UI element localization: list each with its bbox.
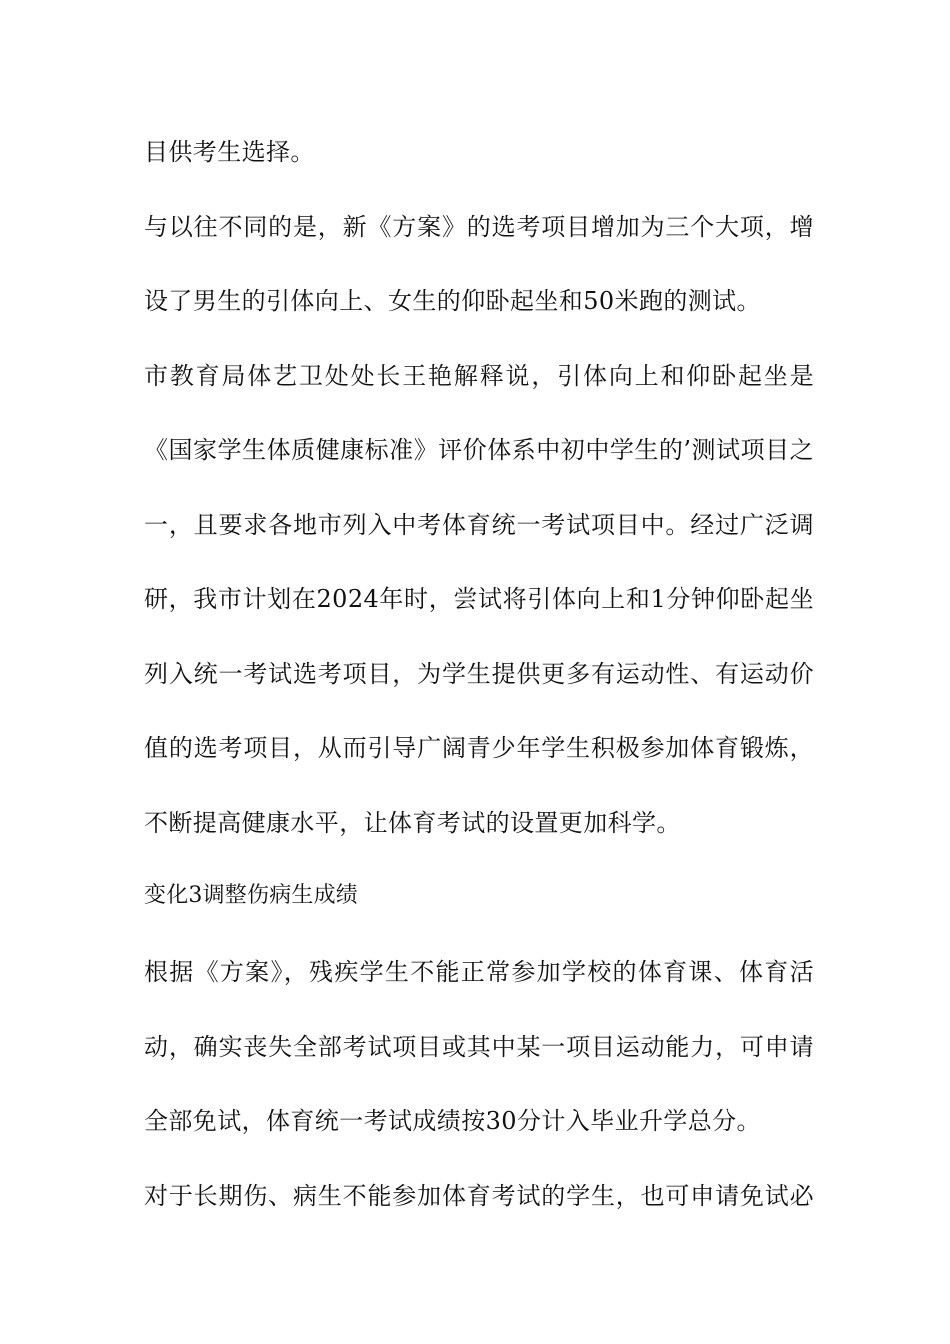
- text-line-5: 《国家学生体质健康标准》评价体系中初中学生的’测试项目之: [144, 436, 814, 464]
- text-line-4: 市教育局体艺卫处处长王艳解释说，引体向上和仰卧起坐是: [144, 362, 814, 390]
- text-line-14: 全部免试，体育统一考试成绩按30分计入毕业升学总分。: [144, 1107, 761, 1135]
- text-line-8: 列入统一考试选考项目，为学生提供更多有运动性、有运动价: [144, 660, 814, 688]
- text-line-1: 目供考生选择。: [144, 138, 315, 166]
- text-line-3: 设了男生的引体向上、女生的仰卧起坐和50米跑的测试。: [144, 287, 761, 315]
- text-line-2: 与以往不同的是，新《方案》的选考项目增加为三个大项，增: [144, 213, 814, 241]
- text-line-9: 值的选考项目，从而引导广阔青少年学生积极参加体育锻炼，: [144, 734, 814, 762]
- text-line-7: 研，我市计划在2024年时，尝试将引体向上和1分钟仰卧起坐: [144, 585, 814, 613]
- text-line-10: 不断提高健康水平，让体育考试的设置更加科学。: [144, 809, 681, 837]
- text-line-15: 对于长期伤、病生不能参加体育考试的学生，也可申请免试必: [144, 1182, 814, 1210]
- text-line-13: 动，确实丧失全部考试项目或其中某一项目运动能力，可申请: [144, 1033, 814, 1061]
- text-line-12: 根据《方案》，残疾学生不能正常参加学校的体育课、体育活: [144, 958, 814, 986]
- section-heading: 变化3调整伤病生成绩: [144, 883, 358, 908]
- text-line-6: 一，且要求各地市列入中考体育统一考试项目中。经过广泛调: [144, 511, 814, 539]
